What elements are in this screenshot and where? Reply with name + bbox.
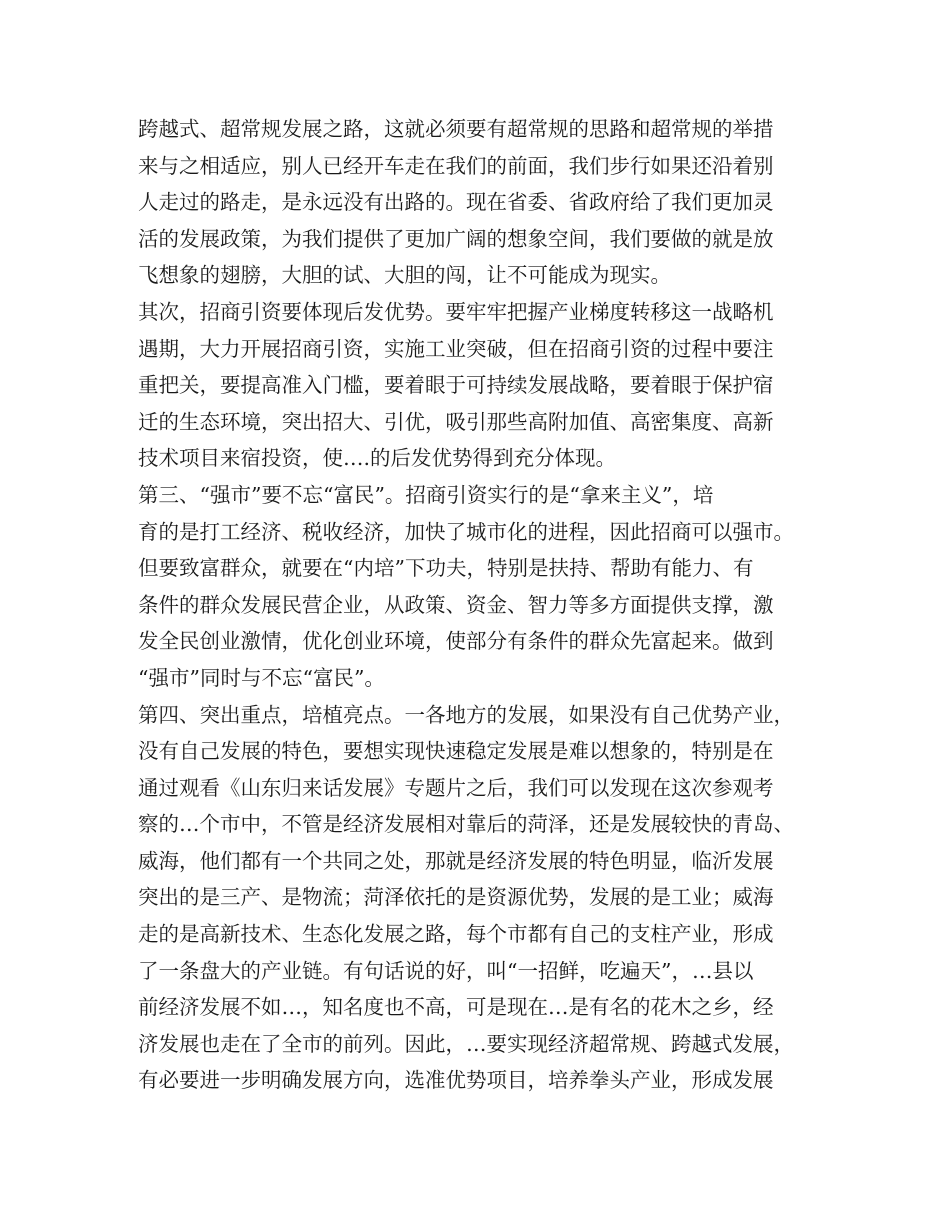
text-line: 重把关，要提高准入门槛，要着眼于可持续发展战略，要着眼于保护宿 <box>138 373 774 398</box>
text-line: 没有自己发展的特色，要想实现快速稳定发展是难以想象的，特别是在 <box>138 739 774 764</box>
text-line: 察的…个市中，不管是经济发展相对靠后的菏泽，还是发展较快的青岛、 <box>138 812 794 837</box>
text-line: 来与之相适应，别人已经开车走在我们的前面，我们步行如果还沿着别 <box>138 153 774 178</box>
text-line: 突出的是三产、是物流；菏泽依托的是资源优势，发展的是工业；威海 <box>138 885 774 910</box>
text-line: 走的是高新技术、生态化发展之路，每个市都有自己的支柱产业，形成 <box>138 922 774 947</box>
text-line: 但要致富群众，就要在“内培”下功夫，特别是扶持、帮助有能力、有 <box>138 556 754 581</box>
text-line: 其次，招商引资要体现后发优势。要牢牢把握产业梯度转移这一战略机 <box>138 299 774 324</box>
text-line: 威海，他们都有一个共同之处，那就是经济发展的特色明显，临沂发展 <box>138 848 774 873</box>
text-line: 人走过的路走，是永远没有出路的。现在省委、省政府给了我们更加灵 <box>138 190 774 215</box>
text-line: 活的发展政策，为我们提供了更加广阔的想象空间，我们要做的就是放 <box>138 226 774 251</box>
text-line: 有必要进一步明确发展方向，选准优势项目，培养拳头产业，形成发展 <box>138 1068 774 1093</box>
text-line: 飞想象的翅膀，大胆的试、大胆的闯，让不可能成为现实。 <box>138 263 671 288</box>
text-line: 通过观看《山东归来话发展》专题片之后，我们可以发现在这次参观考 <box>138 775 774 800</box>
text-line: 第三、“强市”要不忘“富民”。招商引资实行的是“拿来主义”，培 <box>138 482 714 507</box>
text-line: 育的是打工经济、税收经济，加快了城市化的进程，因此招商可以强市。 <box>138 519 794 544</box>
text-line: “强市”同时与不忘“富民”。 <box>138 665 385 690</box>
text-line: 济发展也走在了全市的前列。因此，…要实现经济超常规、跨越式发展， <box>138 1031 794 1056</box>
text-line: 技术项目来宿投资，使….的后发优势得到充分体现。 <box>138 446 617 471</box>
text-line: 了一条盘大的产业链。有句话说的好，叫“一招鲜，吃遍天”，…县以 <box>138 958 754 983</box>
document-body <box>138 111 828 1099</box>
text-line: 迁的生态环境，突出招大、引优，吸引那些高附加值、高密集度、高新 <box>138 409 774 434</box>
text-line: 条件的群众发展民营企业，从政策、资金、智力等多方面提供支撑，激 <box>138 592 774 617</box>
text-line: 跨越式、超常规发展之路，这就必须要有超常规的思路和超常规的举措 <box>138 117 774 141</box>
text-line: 发全民创业激情，优化创业环境，使部分有条件的群众先富起来。做到 <box>138 629 774 654</box>
text-line: 遇期，大力开展招商引资，实施工业突破，但在招商引资的过程中要注 <box>138 336 774 361</box>
text-line: 前经济发展不如…，知名度也不高，可是现在…是有名的花木之乡，经 <box>138 995 774 1020</box>
text-line: 第四、突出重点，培植亮点。一各地方的发展，如果没有自己优势产业， <box>138 702 794 727</box>
